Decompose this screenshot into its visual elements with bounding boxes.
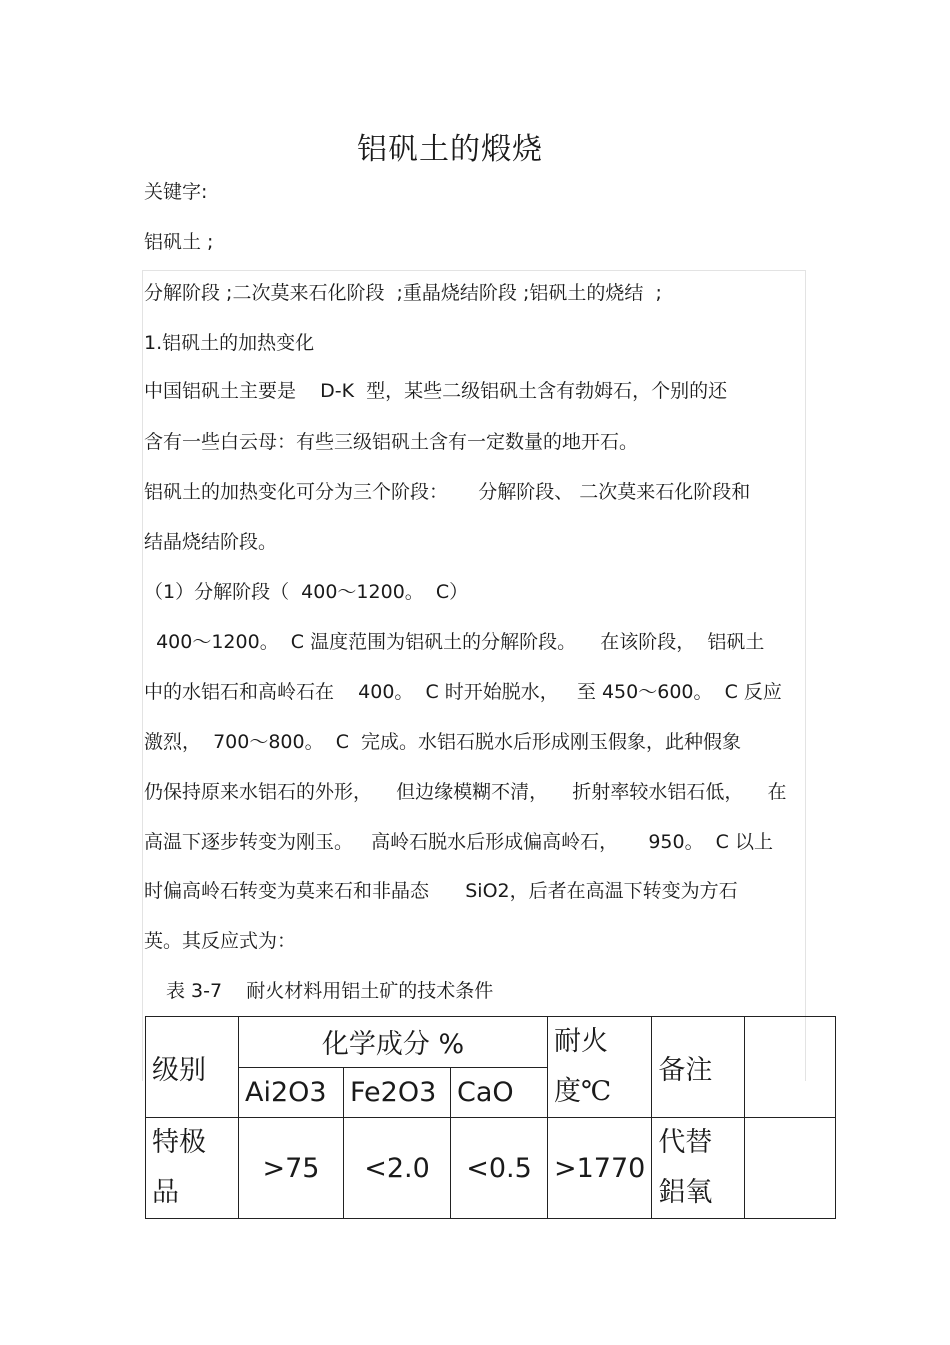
paragraph-line: 含有一些白云母：有些三级铝矾土含有一定数量的地开石。 xyxy=(144,431,639,453)
paragraph-line: 英。其反应式为： xyxy=(144,930,297,952)
cell-empty xyxy=(745,1118,836,1219)
paragraph-line: 结晶烧结阶段。 xyxy=(144,531,278,553)
table-caption: 表 3-7 耐火材料用铝土矿的技术条件 xyxy=(166,980,494,1002)
paragraph-line: 仍保持原来水铝石的外形， 但边缘模糊不清， 折射率较水铝石低， 在 xyxy=(144,781,787,803)
paragraph-line: 400～1200。 C 温度范围为铝矾土的分解阶段。 在该阶段， 铝矾土 xyxy=(144,631,765,653)
header-refractoriness: 耐火度℃ xyxy=(548,1017,652,1118)
paragraph-line: 激烈， 700～800。 C 完成。水铝石脱水后形成刚玉假象，此种假象 xyxy=(144,731,742,753)
paragraph-line: （1）分解阶段（ 400～1200。 C） xyxy=(144,581,469,603)
keyword-line-2: 分解阶段 ;二次莫来石化阶段 ;重晶烧结阶段 ;铝矾土的烧结 ; xyxy=(144,282,662,304)
keywords-label: 关键字: xyxy=(144,181,208,203)
subheader-ai2o3: Ai2O3 xyxy=(239,1067,344,1118)
header-grade: 级别 xyxy=(146,1017,239,1118)
cell-refractoriness: >1770 xyxy=(548,1118,652,1219)
paragraph-line: 铝矾土的加热变化可分为三个阶段： 分解阶段、 二次莫来石化阶段和 xyxy=(144,481,751,503)
paragraph-line: 中国铝矾土主要是 D-K 型，某些二级铝矾土含有勃姆石，个别的还 xyxy=(144,380,728,402)
keyword-line-1: 铝矾土 ; xyxy=(144,231,214,253)
paragraph-line: 中的水铝石和高岭石在 400。 C 时开始脱水， 至 450～600。 C 反应 xyxy=(144,681,782,703)
cell-grade: 特极品 xyxy=(146,1118,239,1219)
spec-table xyxy=(145,1016,836,1219)
cell-note: 代替鋁氧 xyxy=(652,1118,745,1219)
subheader-fe2o3: Fe2O3 xyxy=(344,1067,451,1118)
header-note: 备注 xyxy=(652,1017,745,1118)
cell-cao: <0.5 xyxy=(451,1118,548,1219)
page-title: 铝矾土的煅烧 xyxy=(357,132,543,167)
paragraph-line: 高温下逐步转变为刚玉。 高岭石脱水后形成偏高岭石， 950。 C 以上 xyxy=(144,831,773,853)
header-empty xyxy=(745,1017,836,1118)
paragraph-line: 时偏高岭石转变为莫来石和非晶态 SiO2，后者在高温下转变为方石 xyxy=(144,880,738,902)
cell-fe2o3: <2.0 xyxy=(344,1118,451,1219)
section-heading: 1.铝矾土的加热变化 xyxy=(144,332,315,354)
cell-ai2o3: >75 xyxy=(239,1118,344,1219)
subheader-cao: CaO xyxy=(451,1067,548,1118)
header-chemical: 化学成分 % xyxy=(239,1017,548,1068)
